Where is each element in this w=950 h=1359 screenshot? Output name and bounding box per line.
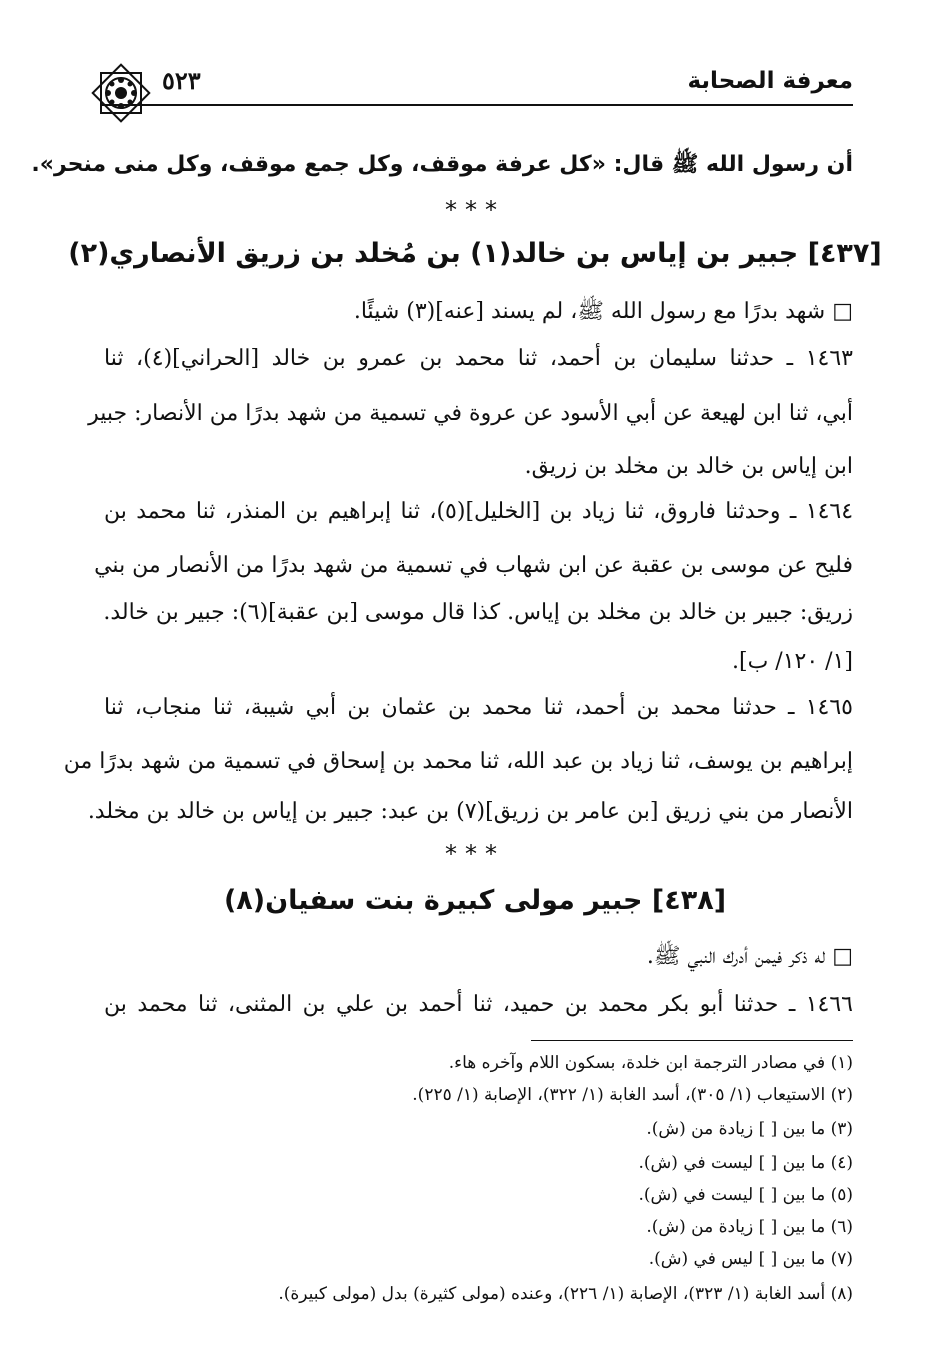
text-line: زريق: جبير بن خالد بن مخلد بن إياس. كذا قال موسى [بن عقبة](٦): جبير بن خالد. [103,600,853,625]
text-line: فليح عن موسى بن عقبة عن ابن شهاب في تسمية من شهد بدرًا من الأنصار من بني [94,553,853,578]
text-line: أبي، ثنا ابن لهيعة عن أبي الأسود عن عروة في تسمية من شهد بدرًا من الأنصار: جبير [88,401,853,426]
text-line: أن رسول الله ﷺ قال: «كل عرفة موقف، وكل جمع موقف، وكل منى منحر». [31,152,853,177]
footnote: (٢) الاستيعاب (١/ ٣٠٥)، أسد الغابة (١/ ٣٢٢)، الإصابة (١/ ٢٢٥). [412,1085,853,1105]
entry-heading-437: [٤٣٧] جبير بن إياس بن خالد(١) بن مُخلد بن زريق الأنصاري(٢) [68,238,882,269]
footnote: (٣) ما بين [ ] زيادة من (ش). [646,1119,853,1139]
text-line: ١٤٦٥ ـ حدثنا محمد بن أحمد، ثنا محمد بن عثمان بن أبي شيبة، ثنا منجاب، ثنا [104,695,853,720]
entry-note: □ شهد بدرًا مع رسول الله ﷺ، لم يسند [عنه](٣) شيئًا. [353,299,853,324]
section-separator: *** [445,196,505,224]
entry-heading-438: [٤٣٨] جبير مولى كبيرة بنت سفيان(٨) [223,885,727,916]
section-separator: *** [445,840,505,868]
ornament-icon [88,60,154,126]
footnote-rule [531,1040,853,1041]
text-line: ابن إياس بن خالد بن مخلد بن زريق. [524,454,853,479]
page-number: ٥٢٣ [162,66,201,95]
footnote: (١) في مصادر الترجمة ابن خلدة، بسكون اللام وآخره هاء. [448,1053,853,1073]
footnote: (٨) أسد الغابة (١/ ٣٢٣)، الإصابة (١/ ٢٢٦)، وعنده (مولى كثيرة) بدل (مولى كبيرة). [278,1284,853,1304]
entry-note: □ له ذكر فيمن أدرك النبي ﷺ. [646,944,853,969]
footnote: (٧) ما بين [ ] ليس في (ش). [648,1249,853,1269]
text-line: ١٤٦٤ ـ وحدثنا فاروق، ثنا زياد بن [الخليل](٥)، ثنا إبراهيم بن المنذر، ثنا محمد بن [104,499,854,524]
text-line: الأنصار من بني زريق [بن عامر بن زريق](٧) بن عبد: جبير بن إياس بن خالد بن مخلد. [87,799,853,824]
text-line: ١٤٦٣ ـ حدثنا سليمان بن أحمد، ثنا محمد بن عمرو بن خالد [الحراني](٤)، ثنا [104,346,853,371]
footnote: (٤) ما بين [ ] ليست في (ش). [638,1153,853,1173]
running-title: معرفة الصحابة [687,68,853,94]
text-line: ١٤٦٦ ـ حدثنا أبو بكر محمد بن حميد، ثنا أحمد بن علي بن المثنى، ثنا محمد بن [104,992,853,1017]
header-rule [100,104,853,106]
footnote: (٦) ما بين [ ] زيادة من (ش). [646,1217,853,1237]
footnote: (٥) ما بين [ ] ليست في (ش). [638,1185,853,1205]
text-line: إبراهيم بن يوسف، ثنا زياد بن عبد الله، ثنا محمد بن إسحاق في تسمية من شهد بدرًا من [63,749,853,774]
text-line: [١/ ١٢٠/ ب]. [732,649,853,674]
